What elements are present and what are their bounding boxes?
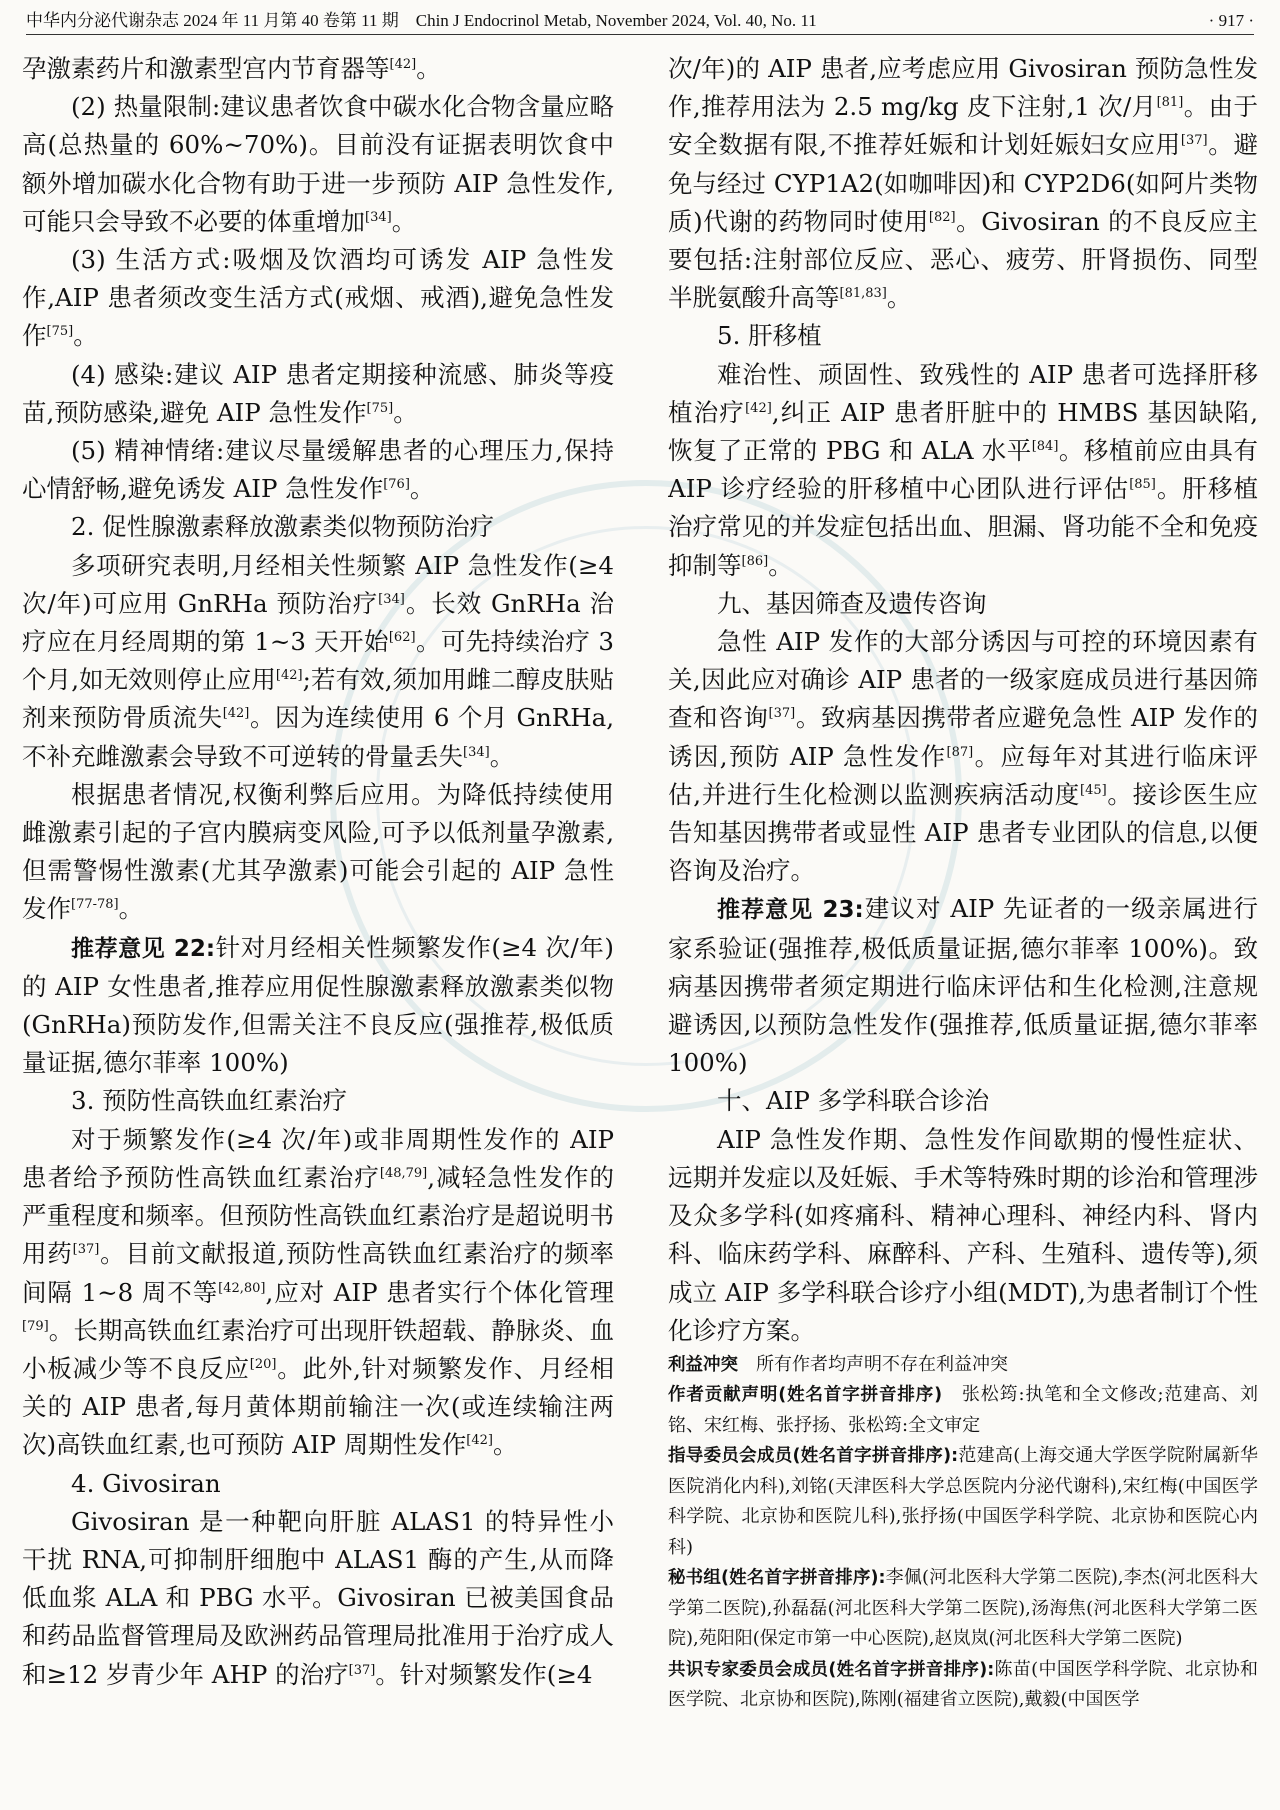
paragraph: 急性 AIP 发作的大部分诱因与可控的环境因素有关,因此应对确诊 AIP 患者的一级家庭成员进行基因筛查和咨询[37]。致病基因携带者应避免急性 AIP 发作的诱因,预防 AIP 急性发作[87]。应每年对其进行临床评估,并进行生化检测以监测疾病活动度[45]。接诊医生应告知基因携带者或显性 AIP 患者专业团队的信息,以便咨询及治疗。 (668, 627, 1258, 886)
recommendation-23: 推荐意见 23:建议对 AIP 先证者的一级亲属进行家系验证(强推荐,极低质量证据,德尔菲率 100%)。致病基因携带者须定期进行临床评估和生化检测,注意规避诱因,以预防急性发作(强推荐,低质量证据,德尔菲率 100%) (668, 894, 1258, 1078)
section-heading: 2. 促性腺激素释放激素类似物预防治疗 (71, 512, 495, 542)
section-heading: 5. 肝移植 (717, 321, 822, 351)
paragraph: (5) 精神情绪:建议尽量缓解患者的心理压力,保持心情舒畅,避免诱发 AIP 急性发作[76]。 (22, 436, 614, 504)
section-heading: 十、AIP 多学科联合诊治 (717, 1086, 990, 1116)
declarations (668, 1350, 1258, 1716)
left-column (22, 50, 614, 1800)
section-heading: 3. 预防性高铁血红素治疗 (71, 1086, 348, 1116)
paragraph: 多项研究表明,月经相关性频繁 AIP 急性发作(≥4 次/年)可应用 GnRHa 预防治疗[34]。长效 GnRHa 治疗应在月经周期的第 1~3 天开始[62]。可先持续治疗 3 个月,如无效则停止应用[42];若有效,须加用雌二醇皮肤贴剂来预防骨质流失[42]。因为连续使用 6 个月 GnRHa,不补充雌激素会导致不可逆转的骨量丢失[34]。 (22, 550, 614, 771)
recommendation-22: 推荐意见 22:针对月经相关性频繁发作(≥4 次/年)的 AIP 女性患者,推荐应用促性腺激素释放激素类似物(GnRHa)预防发作,但需关注不良反应(强推荐,极低质量证据,德尔菲率 100%) (22, 932, 614, 1078)
steering-committee: 指导委员会成员(姓名首字拼音排序):范建高(上海交通大学医学院附属新华医院消化内科),刘铭(天津医科大学总医院内分泌代谢科),宋红梅(中国医学科学院、北京协和医院儿科),张抒扬(中国医学科学院、北京协和医院心内科) (668, 1445, 1258, 1558)
paragraph: (3) 生活方式:吸烟及饮酒均可诱发 AIP 急性发作,AIP 患者须改变生活方式(戒烟、戒酒),避免急性发作[75]。 (22, 245, 614, 351)
author-contributions: 作者贡献声明(姓名首字拼音排序) 张松筠:执笔和全文修改;范建高、刘铭、宋红梅、张抒扬、张松筠:全文审定 (668, 1384, 1258, 1436)
section-heading: 4. Givosiran (71, 1468, 221, 1498)
paragraph: 次/年)的 AIP 患者,应考虑应用 Givosiran 预防急性发作,推荐用法为 2.5 mg/kg 皮下注射,1 次/月[81]。由于安全数据有限,不推荐妊娠和计划妊娠妇女应用[37]。避免与经过 CYP1A2(如咖啡因)和 CYP2D6(如阿片类物质)代谢的药物同时使用[82]。Givosiran 的不良反应主要包括:注射部位反应、恶心、疲劳、肝肾损伤、同型半胱氨酸升高等[81,83]。 (668, 54, 1258, 313)
paragraph: 根据患者情况,权衡利弊后应用。为降低持续使用雌激素引起的子宫内膜病变风险,可予以低剂量孕激素,但需警惕性激素(尤其孕激素)可能会引起的 AIP 急性发作[77-78]。 (22, 779, 614, 924)
secretariat: 秘书组(姓名首字拼音排序):李佩(河北医科大学第二医院),李杰(河北医科大学第二医院),孙磊磊(河北医科大学第二医院),汤海焦(河北医科大学第二医院),苑阳阳(保定市第一中心医院),赵岚岚(河北医科大学第二医院) (668, 1567, 1258, 1650)
paragraph: 孕激素药片和激素型宫内节育器等[42]。 (22, 54, 441, 83)
paragraph: (2) 热量限制:建议患者饮食中碳水化合物含量应略高(总热量的 60%~70%)。目前没有证据表明饮食中额外增加碳水化合物有助于进一步预防 AIP 急性发作,可能只会导致不必要的体重增加[34]。 (22, 92, 614, 236)
section-heading: 九、基因筛查及遗传咨询 (717, 588, 987, 618)
running-header (26, 8, 1254, 35)
right-column (668, 50, 1258, 1800)
paragraph: 难治性、顽固性、致残性的 AIP 患者可选择肝移植治疗[42],纠正 AIP 患者肝脏中的 HMBS 基因缺陷,恢复了正常的 PBG 和 ALA 水平[84]。移植前应由具有 AIP 诊疗经验的肝移植中心团队进行评估[85]。肝移植治疗常见的并发症包括出血、胆漏、肾功能不全和免疫抑制等[86]。 (668, 359, 1258, 580)
paragraph: 对于频繁发作(≥4 次/年)或非周期性发作的 AIP 患者给予预防性高铁血红素治疗[48,79],减轻急性发作的严重程度和频率。但预防性高铁血红素治疗是超说明书用药[37]。目前文献报道,预防性高铁血红素治疗的频率间隔 1~8 周不等[42,80],应对 AIP 患者实行个体化管理[79]。长期高铁血红素治疗可出现肝铁超载、静脉炎、血小板减少等不良反应[20]。此外,针对频繁发作、月经相关的 AIP 患者,每月黄体期前输注一次(或连续输注两次)高铁血红素,也可预防 AIP 周期性发作[42]。 (22, 1124, 614, 1460)
page-number: · 917 · (1208, 11, 1254, 30)
conflict-of-interest: 利益冲突 所有作者均声明不存在利益冲突 (668, 1353, 1008, 1375)
paragraph: (4) 感染:建议 AIP 患者定期接种流感、肺炎等疫苗,预防感染,避免 AIP 急性发作[75]。 (22, 359, 614, 427)
paragraph: Givosiran 是一种靶向肝脏 ALAS1 的特异性小干扰 RNA,可抑制肝细胞中 ALAS1 酶的产生,从而降低血浆 ALA 和 PBG 水平。Givosiran 已被美国食品和药品监督管理局及欧洲药品管理局批准用于治疗成人和≥12 岁青少年 AHP 的治疗[37]。针对频繁发作(≥4 (22, 1506, 614, 1689)
expert-committee: 共识专家委员会成员(姓名首字拼音排序):陈苗(中国医学科学院、北京协和医学院、北京协和医院),陈刚(福建省立医院),戴毅(中国医学 (668, 1658, 1258, 1711)
journal-citation: 中华内分泌代谢杂志 2024 年 11 月第 40 卷第 11 期 Chin J Endocrinol Metab, November 2024, Vol. 40, No. 11 (26, 11, 817, 30)
paragraph: AIP 急性发作期、急性发作间歇期的慢性症状、远期并发症以及妊娠、手术等特殊时期的诊治和管理涉及众多学科(如疼痛科、精神心理科、神经内科、肾内科、临床药学科、麻醉科、产科、生殖科、遗传等),须成立 AIP 多学科联合诊疗小组(MDT),为患者制订个性化诊疗方案。 (668, 1124, 1258, 1345)
